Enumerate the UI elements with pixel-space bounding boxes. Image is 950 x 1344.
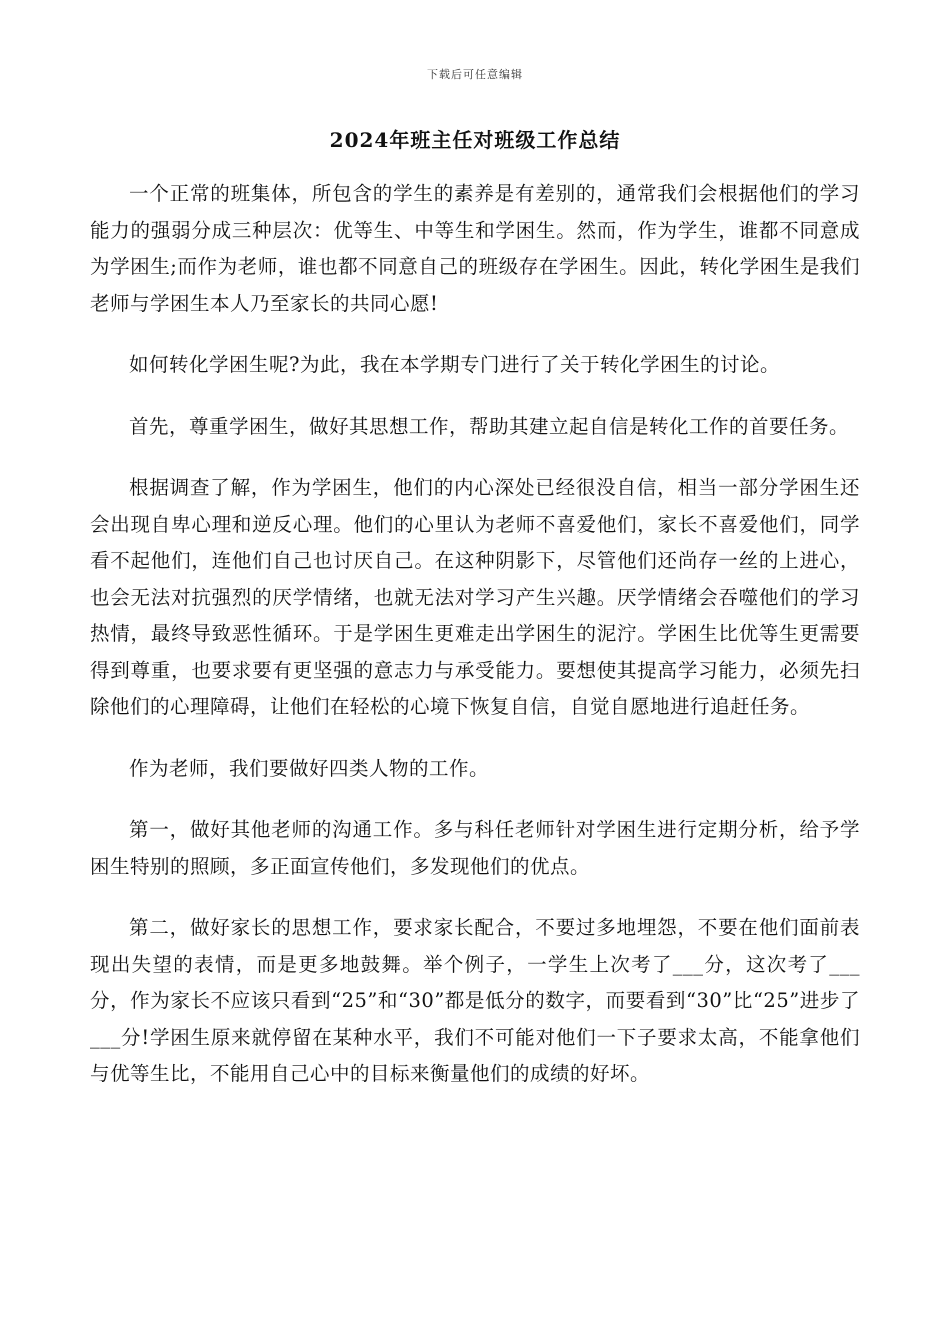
page-header-note: 下载后可任意编辑 [427,68,523,81]
paragraph-survey: 根据调查了解，作为学困生，他们的内心深处已经很没自信，相当一部分学困生还会出现自卑心理和逆反心理。他们的心里认为老师不喜爱他们，家长不喜爱他们，同学看不起他们，连他们自己也讨厌自己。在这种阴影下，尽管他们还尚存一丝的上进心，也会无法对抗强烈的厌学情绪，也就无法对学习产生兴趣。厌学情绪会吞噬他们的学习热情，最终导致恶性循环。于是学困生更难走出学困生的泥泞。学困生比优等生更需要得到尊重，也要求要有更坚强的意志力与承受能力。要想使其提高学习能力，必须先扫除他们的心理障碍，让他们在轻松的心境下恢复自信，自觉自愿地进行追赶任务。 [90,476,860,718]
paragraph-first-respect: 首先，尊重学困生，做好其思想工作，帮助其建立起自信是转化工作的首要任务。 [129,414,850,438]
document-body [90,176,860,1118]
document-title: 2024年班主任对班级工作总结 [329,128,621,152]
paragraph-parents: 第二，做好家长的思想工作，要求家长配合，不要过多地埋怨，不要在他们面前表现出失望的表情，而是更多地鼓舞。举个例子，一学生上次考了___分，这次考了___分，作为家长不应该只看到“25”和“30”都是低分的数字，而要看到“30”比“25”进步了___分!学困生原来就停留在某种水平，我们不可能对他们一下子要求太高，不能拿他们与优等生比，不能用自己心中的目标来衡量他们的成绩的好坏。 [90,916,860,1085]
paragraph-teachers: 第一，做好其他老师的沟通工作。多与科任老师针对学困生进行定期分析，给予学困生特别的照顾，多正面宣传他们，多发现他们的优点。 [90,818,860,878]
paragraph-four-types: 作为老师，我们要做好四类人物的工作。 [129,756,490,780]
paragraph-intro: 一个正常的班集体，所包含的学生的素养是有差别的，通常我们会根据他们的学习能力的强弱分成三种层次：优等生、中等生和学困生。然而，作为学生，谁都不同意成为学困生;而作为老师，谁也都不同意自己的班级存在学困生。因此，转化学困生是我们老师与学困生本人乃至家长的共同心愿! [90,182,860,315]
paragraph-how-to-transform: 如何转化学困生呢?为此，我在本学期专门进行了关于转化学困生的讨论。 [129,353,780,376]
